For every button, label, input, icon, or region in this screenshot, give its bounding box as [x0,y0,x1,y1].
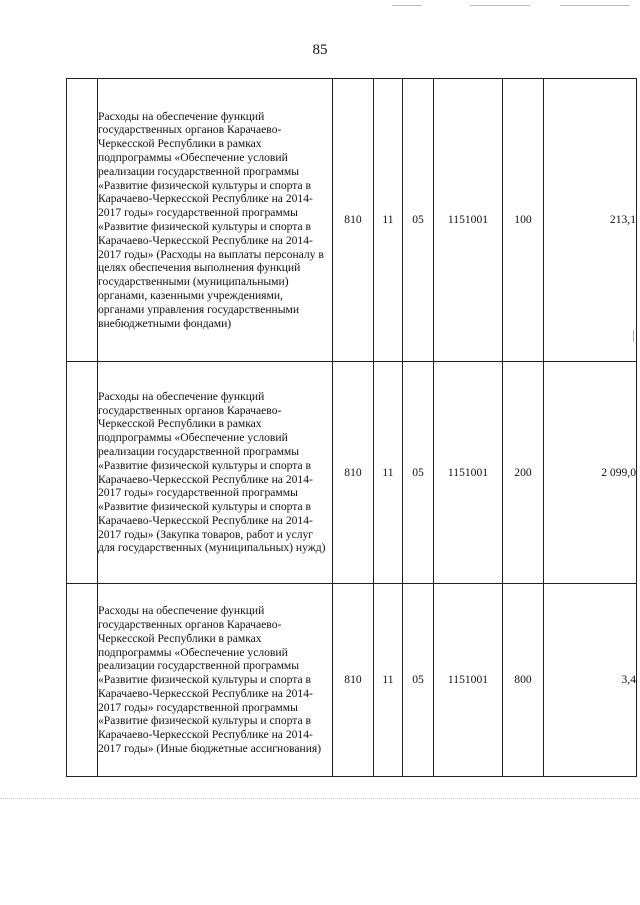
table-row [67,584,637,777]
subsection-code-cell: 05 [403,79,434,362]
margin-mark [633,330,634,342]
expense-description: Расходы на обеспечение функций государственных органов Карачаево-Черкесской Республики в рамках подпрограммы «Обеспечение условий реализации государственной программы «Развитие физической культуры и спорта в Карачаево-Черкесской Республике на 2014-2017 годы» государственной программы «Развитие физической культуры и спорта в Карачаево-Черкесской Республике на 2014-2017 годы» (Расходы на выплаты персоналу в целях обеспечения выполнения функций государственными (муниципальными) органами, казенными учреждениями, органами управления государственными внебюджетными фондами) [98,79,333,362]
scan-artifact-top [0,2,640,10]
gr-code-cell: 810 [333,79,374,362]
scan-artifact-bottom [0,798,640,805]
row-index-cell [67,584,98,777]
row-index-cell [67,362,98,584]
table-row [67,79,637,362]
gr-code-cell: 810 [333,362,374,584]
scan-speck [392,5,422,6]
subsection-code-cell: 05 [403,362,434,584]
expense-type-cell: 800 [503,584,544,777]
subsection-code-cell: 05 [403,584,434,777]
section-code-cell: 11 [374,584,403,777]
expense-type-cell: 100 [503,79,544,362]
amount-cell: 2 099,0 [544,362,637,584]
scan-speck [470,5,530,6]
expense-description: Расходы на обеспечение функций государственных органов Карачаево-Черкесской Республики в рамках подпрограммы «Обеспечение условий реализации государственной программы «Развитие физической культуры и спорта в Карачаево-Черкесской Республике на 2014-2017 годы» государственной программы «Развитие физической культуры и спорта в Карачаево-Черкесской Республике на 2014-2017 годы» (Иные бюджетные ассигнования) [98,584,333,777]
amount-cell: 3,4 [544,584,637,777]
scan-speck [560,5,630,6]
target-article-cell: 1151001 [434,79,503,362]
budget-table [66,78,637,777]
section-code-cell: 11 [374,79,403,362]
expense-type-cell: 200 [503,362,544,584]
row-index-cell [67,79,98,362]
section-code-cell: 11 [374,362,403,584]
expense-description: Расходы на обеспечение функций государственных органов Карачаево-Черкесской Республики в рамках подпрограммы «Обеспечение условий реализации государственной программы «Развитие физической культуры и спорта в Карачаево-Черкесской Республике на 2014-2017 годы» государственной программы «Развитие физической культуры и спорта в Карачаево-Черкесской Республике на 2014-2017 годы» (Закупка товаров, работ и услуг для государственных (муниципальных) нужд) [98,362,333,584]
page-number: 85 [312,42,328,58]
target-article-cell: 1151001 [434,362,503,584]
amount-cell: 213,1 [544,79,637,362]
table-row [67,362,637,584]
target-article-cell: 1151001 [434,584,503,777]
gr-code-cell: 810 [333,584,374,777]
